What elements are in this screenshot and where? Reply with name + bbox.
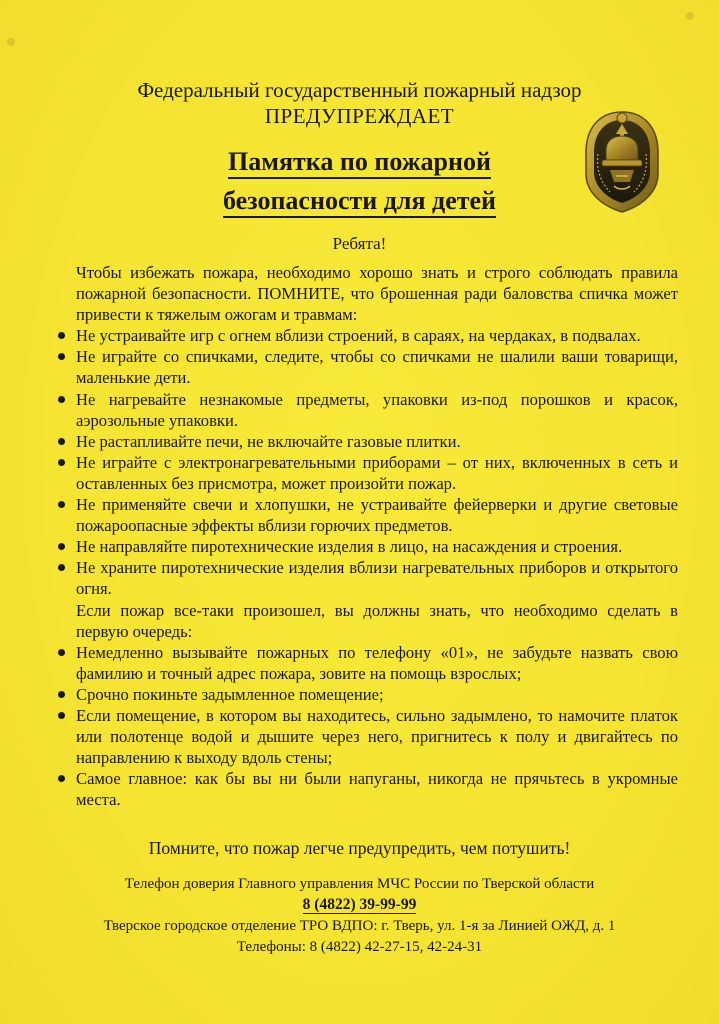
office-phones: Телефоны: 8 (4822) 42-27-15, 42-24-31 [236, 939, 483, 955]
bullet-icon [58, 775, 65, 782]
warns-heading: ПРЕДУПРЕЖДАЕТ [264, 104, 455, 128]
office-address: Тверское городское отделение ТРО ВДПО: г. Тверь, ул. 1-я за Линией ОЖД, д. 1 [103, 918, 616, 934]
greeting: Ребята! [332, 234, 387, 253]
bullet-icon [58, 332, 65, 339]
bullet-icon [58, 691, 65, 698]
bullet-icon [58, 353, 65, 360]
remember-slogan: Помните, что пожар легче предупредить, чем потушить! [148, 838, 571, 858]
list-item: Не нагревайте незнакомые предметы, упаковки из-под порошков и красок, аэрозольные упаковки. [58, 389, 678, 431]
hotline-phone-number: 8 (4822) 39-99-99 [302, 896, 417, 913]
list-item: Не играйте с электронагревательными приборами – от них, включенных в сеть и оставленных без присмотра, может произойти пожар. [58, 452, 678, 494]
list-item: Не храните пиротехнические изделия вблизи нагревательных приборов и открытого огня. [58, 557, 678, 599]
intro-paragraph: Чтобы избежать пожара, необходимо хорошо знать и строго соблюдать правила пожарной безопасности. ПОМНИТЕ, что брошенная ради баловства спичка может привести к тяжелым ожогам и травмам: [76, 263, 678, 325]
list-item: Не направляйте пиротехнические изделия в лицо, на насаждения и строения. [58, 536, 678, 557]
hotline-phone [0, 896, 719, 914]
bullet-icon [58, 396, 65, 403]
agency-name: Федеральный государственный пожарный надзор [137, 78, 582, 102]
bullet-icon [58, 438, 65, 445]
hotline-label: Телефон доверия Главного управления МЧС России по Тверской области [124, 876, 595, 892]
punch-hole [686, 12, 694, 20]
bullet-icon [58, 712, 65, 719]
list-item: Не применяйте свечи и хлопушки, не устраивайте фейерверки и другие световые пожароопасные эффекты вблизи горючих предметов. [58, 494, 678, 536]
punch-hole [7, 38, 15, 46]
list-item: Не растапливайте печи, не включайте газовые плитки. [58, 431, 678, 452]
fire-steps-list [58, 642, 678, 811]
list-item: Срочно покиньте задымленное помещение; [58, 684, 678, 705]
title-text-1: Памятка по пожарной [228, 147, 491, 179]
list-item: Не играйте со спичками, следите, чтобы со спичками не шалили ваши товарищи, маленькие дети. [58, 346, 678, 388]
fire-brigade-helmet-emblem-icon [580, 106, 664, 216]
bullet-icon [58, 543, 65, 550]
title-text-2: безопасности для детей [223, 186, 496, 218]
bullet-icon [58, 501, 65, 508]
bullet-icon [58, 649, 65, 656]
list-item: Не устраивайте игр с огнем вблизи строений, в сараях, на чердаках, в подвалах. [58, 325, 678, 346]
rules-list [58, 325, 678, 599]
list-item: Самое главное: как бы вы ни были напуганы, никогда не прячьтесь в укромные места. [58, 768, 678, 810]
bullet-icon [58, 564, 65, 571]
if-fire-paragraph: Если пожар все-таки произошел, вы должны знать, что необходимо сделать в первую очередь: [76, 600, 678, 641]
list-item: Немедленно вызывайте пожарных по телефону «01», не забудьте назвать свою фамилию и точный адрес пожара, зовите на помощь взрослых; [58, 642, 678, 684]
bullet-icon [58, 459, 65, 466]
memo-body [58, 262, 678, 810]
list-item: Если помещение, в котором вы находитесь, сильно задымлено, то намочите платок или полотенце водой и дышите через него, пригнитесь к полу и двигайтесь по направлению к выходу вдоль стены; [58, 705, 678, 768]
